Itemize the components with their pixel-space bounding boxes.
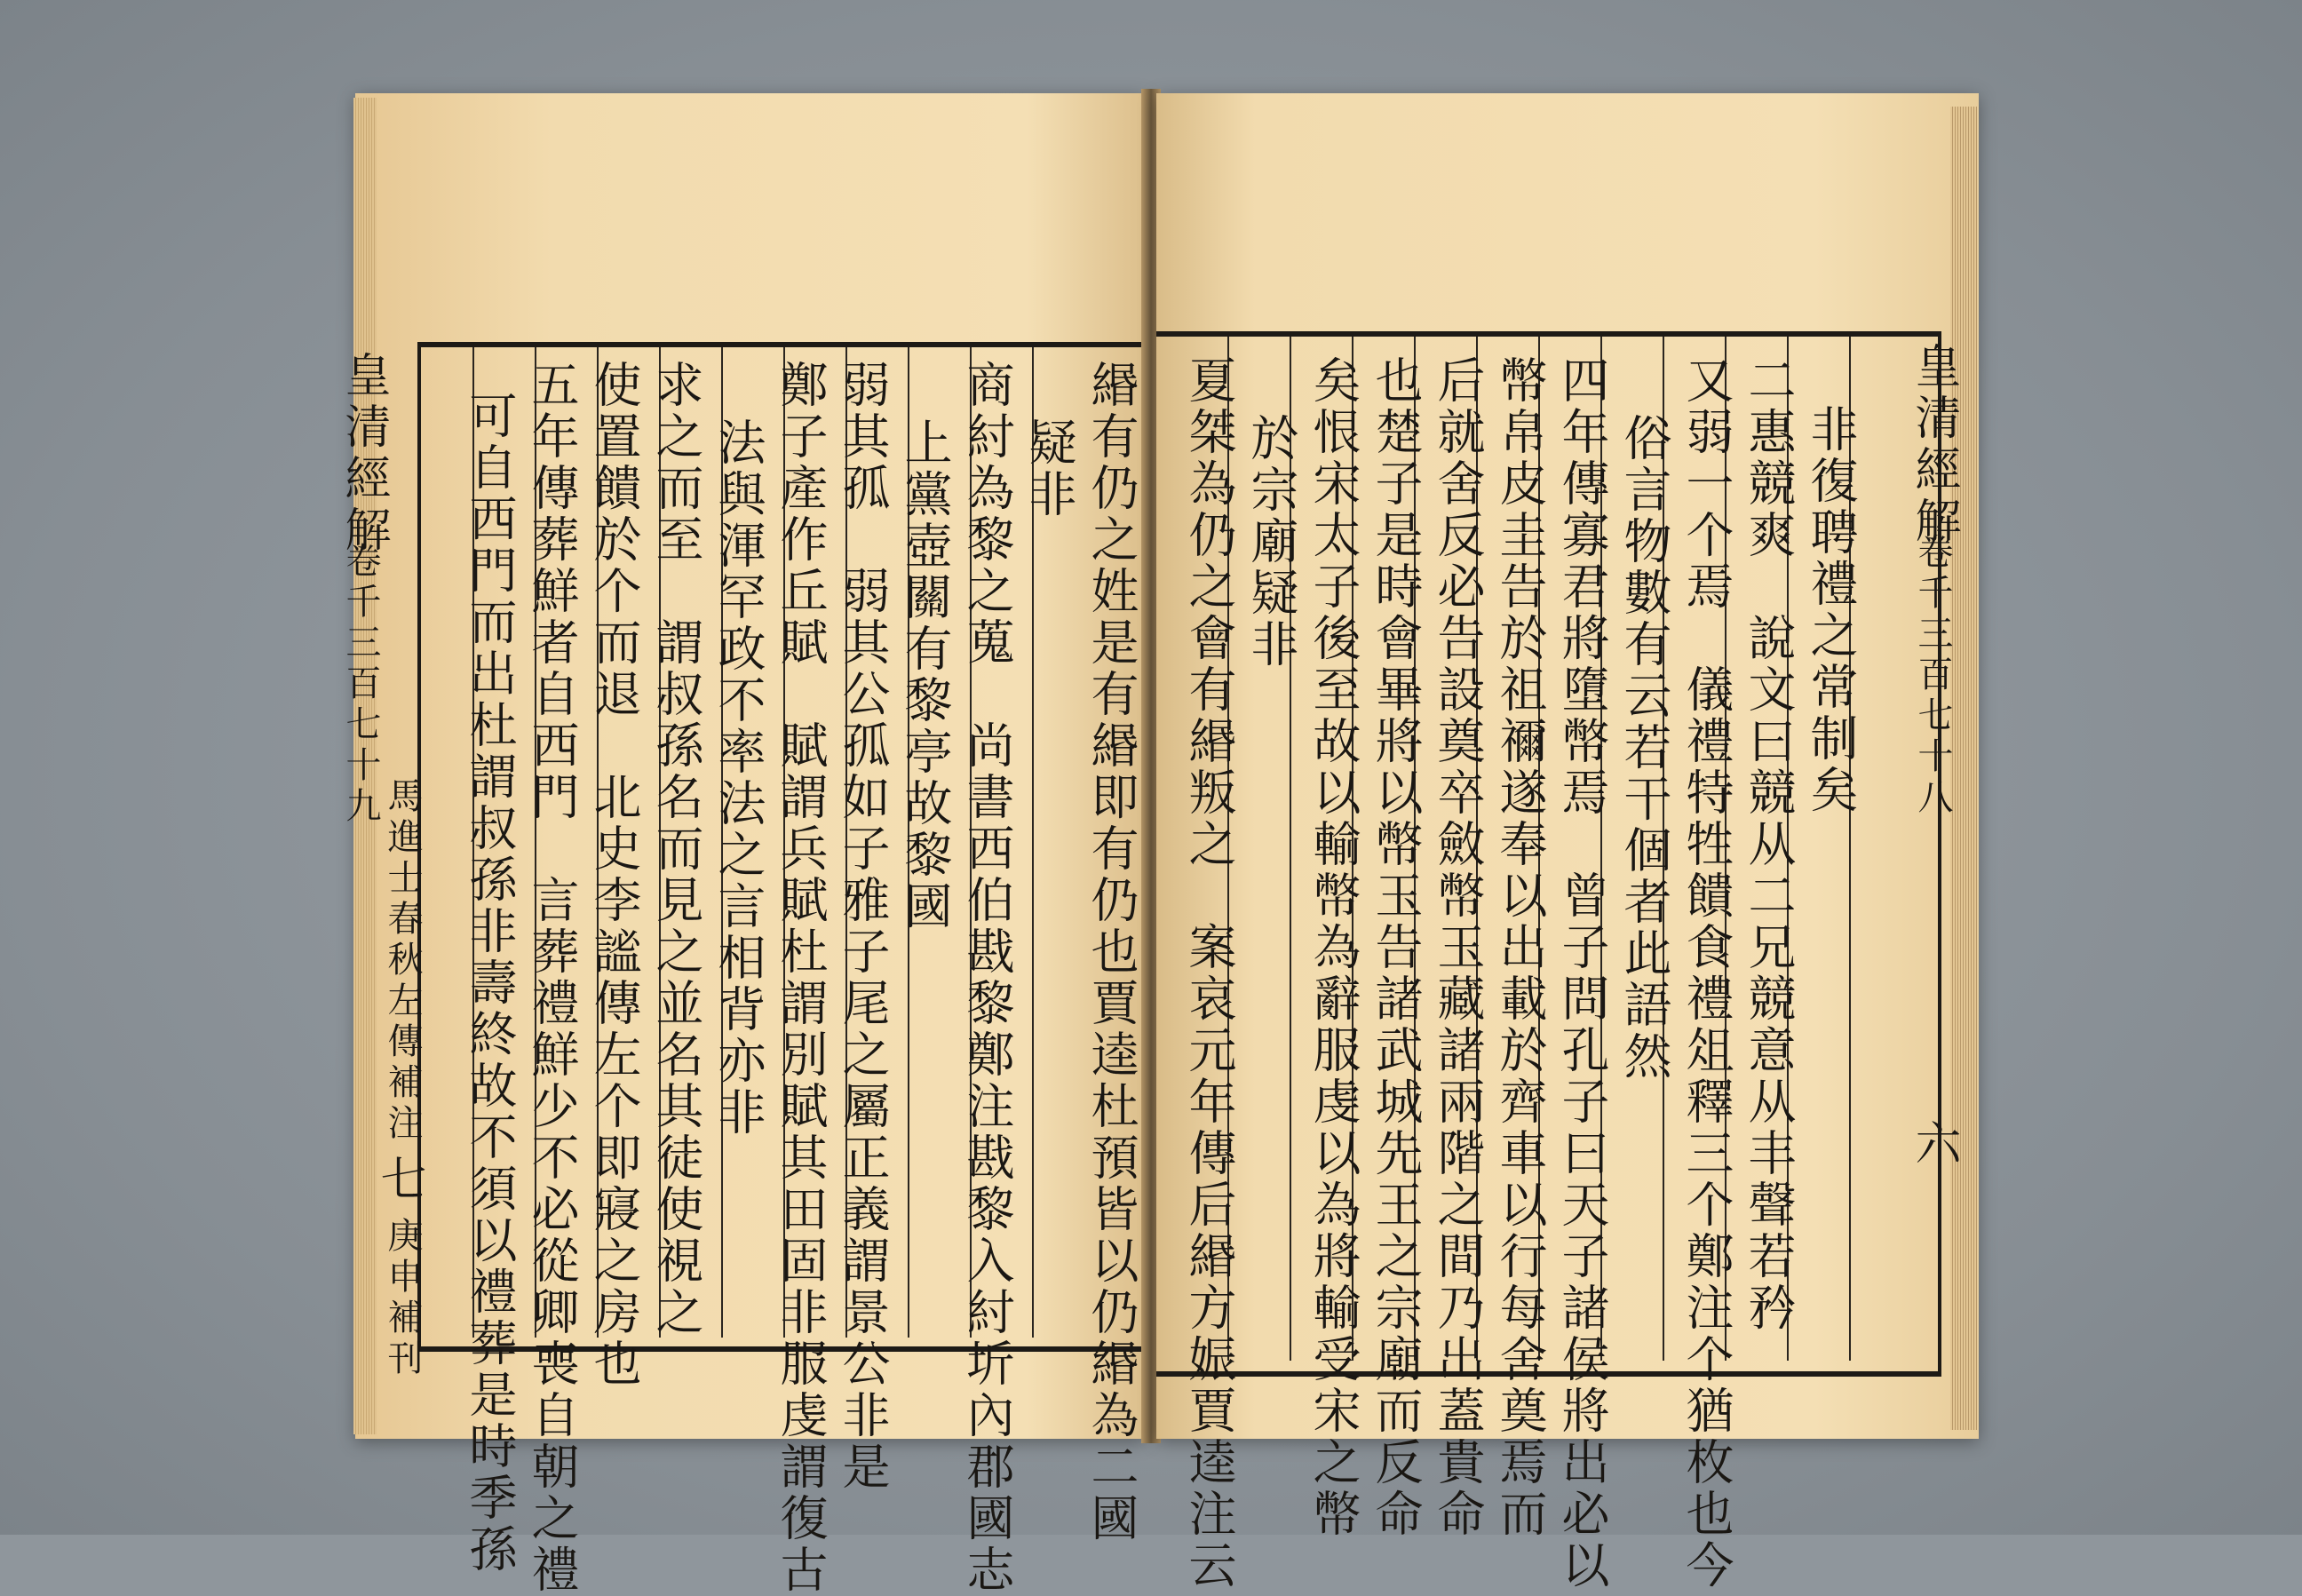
left-center-volume: 卷千三百七十九 xyxy=(340,542,381,828)
left-text-column: 商紂為黎之蒐 尚書西伯戡黎鄭注戡黎入紂圻內郡國志 xyxy=(959,360,1015,1596)
right-text-column: 俗言物數有云若干個者此語然 xyxy=(1616,413,1672,1083)
right-text-column: 矣恨宋太子後至故以輸幣為辭服虔以為將輸受宋之幣 xyxy=(1306,355,1361,1540)
right-text-column: 夏桀為仍之會有緡叛之 案哀元年傳后緡方娠賈逵注云 xyxy=(1181,355,1237,1592)
left-text-column: 法與渾罕政不率法之言相背亦非 xyxy=(710,417,766,1139)
left-text-column: 五年傳葬鮮者自西門 言葬禮鮮少不必從卿喪自朝之禮 xyxy=(524,360,580,1596)
right-text-column: 后就舍反必告設奠卒斂幣玉藏諸兩階之間乃出蓋貴命 xyxy=(1430,355,1486,1540)
left-center-title: 皇清經解 xyxy=(337,351,390,557)
right-text-column: 幣帛皮圭告於祖禰遂奉以出載於齊車以行每舍奠焉而 xyxy=(1492,355,1548,1540)
left-text-column: 緡有仍之姓是有緡即有仍也賈逵杜預皆以仍緡為二國 xyxy=(1084,360,1139,1544)
left-text-column: 可自西門而出杜謂叔孫非壽終故不須以禮葬是時季孫 xyxy=(462,391,518,1576)
right-text-column: 於宗廟疑非 xyxy=(1243,413,1299,671)
left-center-author: 馬進士春秋左傳補注 xyxy=(382,777,423,1145)
right-text-column: 二惠競爽 說文曰競从二兄競意从丰聲若矜 xyxy=(1741,355,1797,1334)
right-center-volume: 卷千三百七十八 xyxy=(1912,533,1953,819)
left-text-column: 上黨壺關有黎亭故黎國 xyxy=(897,417,953,933)
left-edition-note: 庚申補刊 xyxy=(382,1217,423,1380)
left-text-column: 求之而至 謂叔孫名而見之並名其徒使視之 xyxy=(648,360,704,1338)
left-text-column: 使置饋於个而退 北史李謐傳左个即寢之房也 xyxy=(586,360,642,1390)
right-text-column: 又弱一个焉 儀禮特牲饋食禮俎釋三个鄭注个猶枚也今 xyxy=(1679,355,1734,1592)
left-text-column: 鄭子產作丘賦 賦謂兵賦杜謂別賦其田固非服虔謂復古 xyxy=(773,360,829,1596)
right-text-column: 四年傳寡君將墮幣焉 曾子問孔子曰天子諸侯將出必以 xyxy=(1554,355,1610,1592)
left-text-column: 疑非 xyxy=(1021,417,1077,520)
right-text-column: 非復聘禮之常制矣 xyxy=(1803,404,1859,816)
right-folio-number: 六 xyxy=(1907,1119,1960,1171)
right-text-column: 也楚子是時會畢將以幣玉告諸武城先王之宗廟而反命 xyxy=(1368,355,1424,1540)
right-center-title: 皇清經解 xyxy=(1907,342,1960,548)
left-folio-number: 七 xyxy=(372,1155,425,1206)
left-text-column: 弱其孤 弱其公孤如子雅子尾之屬正義謂景公非是 xyxy=(835,360,891,1493)
